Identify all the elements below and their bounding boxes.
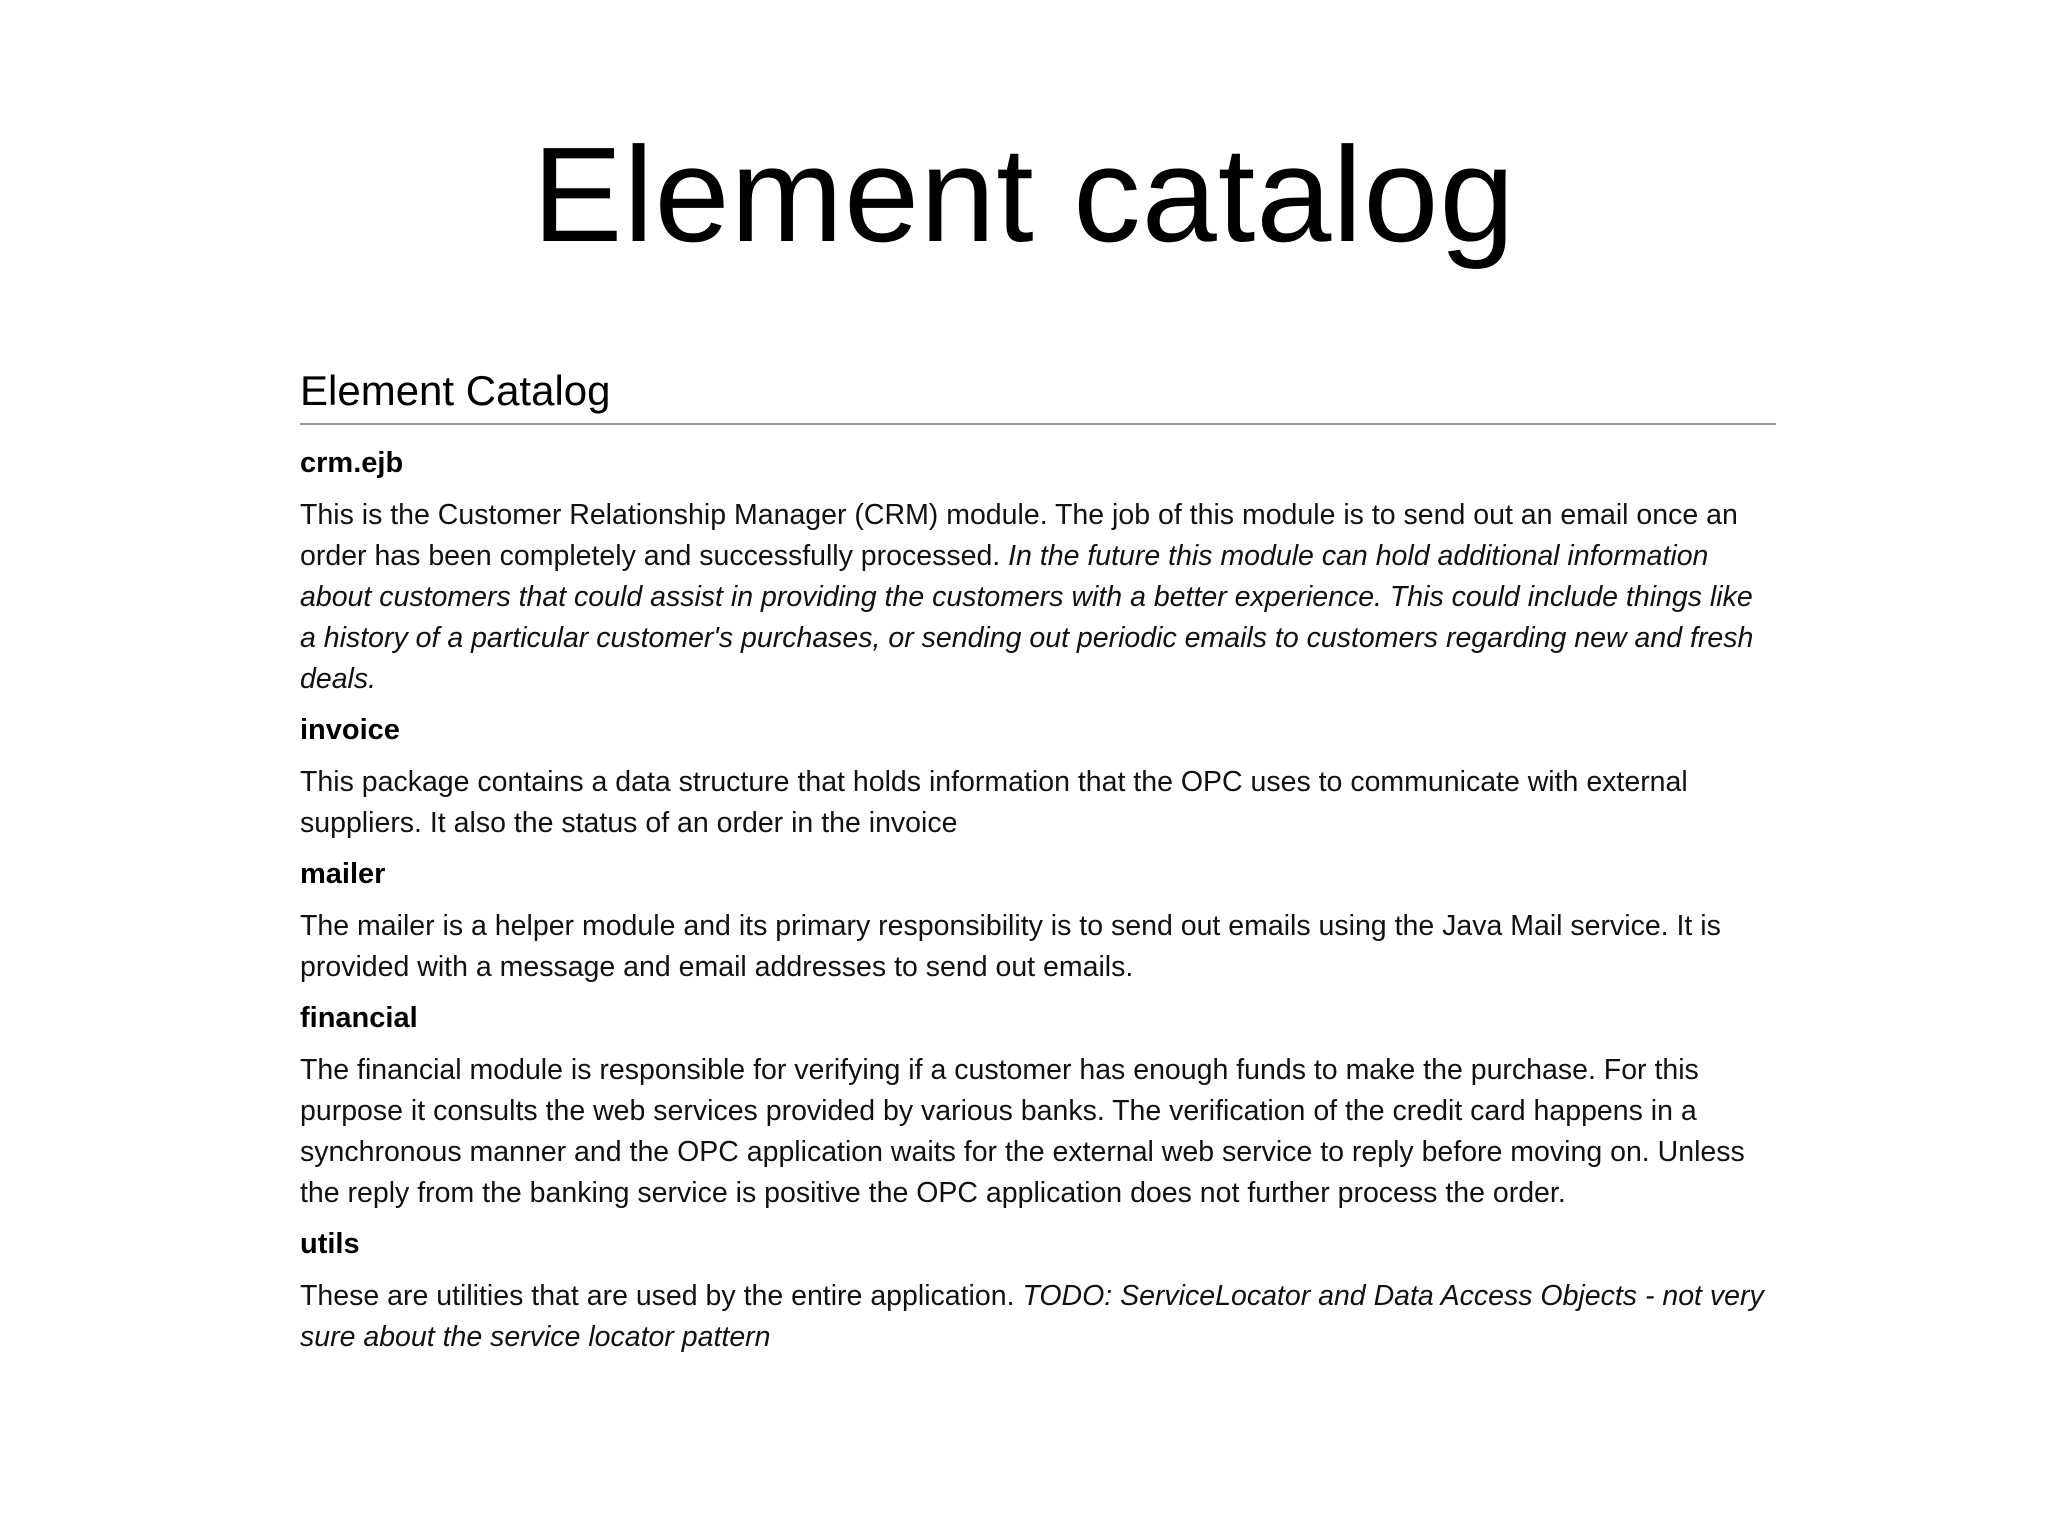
slide-title: Element catalog <box>532 119 1516 270</box>
section-body-text: The mailer is a helper module and its primary responsibility is to send out emails using the Java Mail service. It is provided with a message and email addresses to send out emails. <box>300 910 1721 983</box>
section-title-mailer: mailer <box>300 858 386 890</box>
section-financial <box>300 1000 1776 1214</box>
section-title-utils: utils <box>300 1228 360 1260</box>
catalog-content <box>300 365 1776 1370</box>
section-body-text: These are utilities that are used by the entire application. <box>300 1280 1023 1312</box>
section-body-crm-ejb <box>300 495 1776 700</box>
section-title-crm-ejb: crm.ejb <box>300 447 404 479</box>
section-body-text: The financial module is responsible for verifying if a customer has enough funds to make the purchase. For this purpose it consults the web services provided by various banks. The verification of the credit card happens in a synchronous manner and the OPC application waits for the external web service to reply before moving on. Unless the reply from the banking service is positive the OPC application does not further process the order. <box>300 1054 1745 1209</box>
section-body-italic-text: In the future this module can hold additional information about customers that could assist in providing the customers with a better experience. This could include things like a history of a particular customer's purchases, or sending out periodic emails to customers regarding new and fresh deals. <box>300 540 1754 695</box>
section-body-invoice <box>300 762 1776 844</box>
section-mailer <box>300 856 1776 988</box>
section-body-financial <box>300 1050 1776 1214</box>
section-crm-ejb <box>300 445 1776 700</box>
section-body-mailer <box>300 906 1776 988</box>
section-body-utils <box>300 1276 1776 1358</box>
section-title-financial: financial <box>300 1002 418 1034</box>
section-body-text: This is the Customer Relationship Manager (CRM) module. The job of this module is to send out an email once an order has been completely and successfully processed. <box>300 499 1738 572</box>
section-body-text: This package contains a data structure that holds information that the OPC uses to communicate with external suppliers. It also the status of an order in the invoice <box>300 766 1688 839</box>
section-utils <box>300 1226 1776 1358</box>
catalog-heading: Element Catalog <box>300 365 1776 425</box>
section-body-italic-text: TODO: ServiceLocator and Data Access Objects - not very sure about the service locator pattern <box>300 1280 1764 1353</box>
section-invoice <box>300 712 1776 844</box>
section-title-invoice: invoice <box>300 714 400 746</box>
